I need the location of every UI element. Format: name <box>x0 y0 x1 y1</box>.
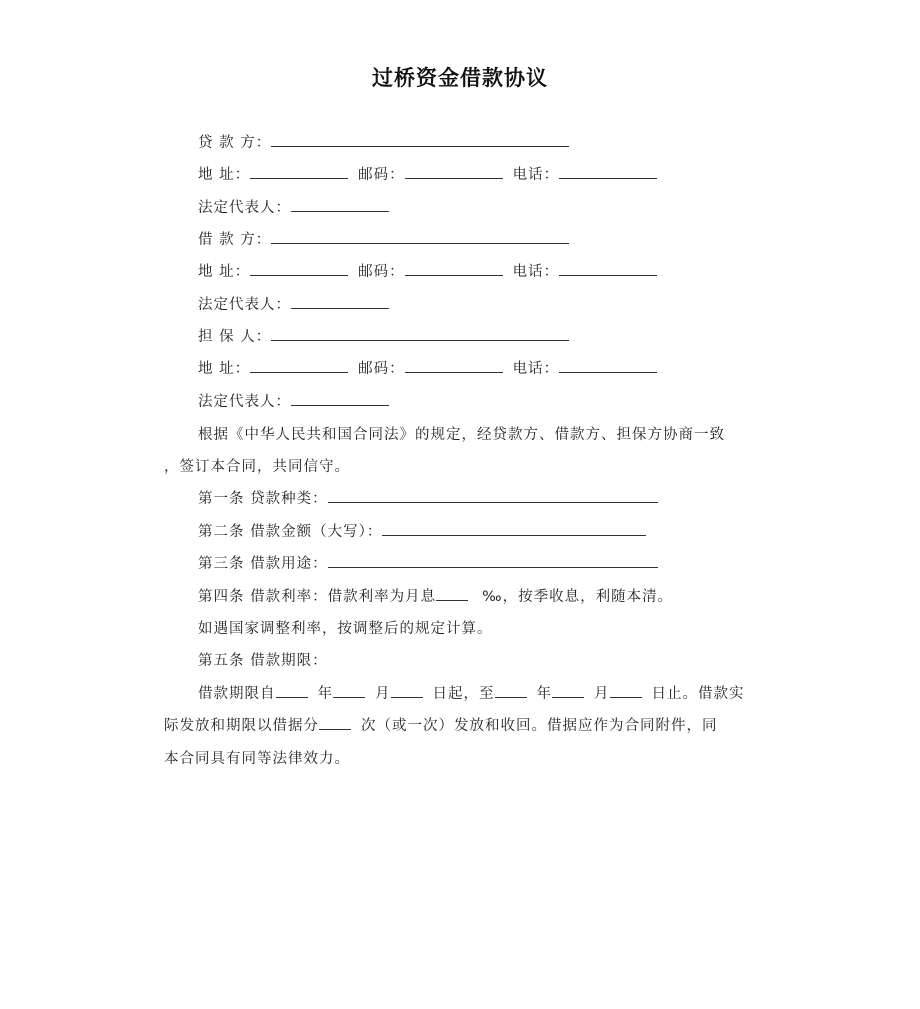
guarantor-legal-rep-line <box>198 391 389 413</box>
guarantor-address-label: 地 址： <box>198 361 251 377</box>
preamble-line-2: ，签订本合同，共同信守。 <box>164 459 350 475</box>
guarantor-postcode-blank <box>405 358 503 373</box>
borrower-legal-rep-label: 法定代表人： <box>198 297 291 313</box>
term-line-1 <box>198 683 745 705</box>
term-start-label: 借款期限自 <box>198 686 276 702</box>
lender-blank <box>271 132 569 147</box>
lender-legal-rep-label: 法定代表人： <box>198 200 291 216</box>
article-4-note: 如遇国家调整利率，按调整后的规定计算。 <box>198 621 493 637</box>
article-1-blank <box>328 488 658 503</box>
article-2 <box>198 521 646 543</box>
guarantor-address-line <box>198 358 657 380</box>
borrower-blank <box>271 229 569 244</box>
lender-legal-rep-line <box>198 197 389 219</box>
guarantor-address-blank <box>250 358 348 373</box>
end-day-label: 日止。借款实 <box>651 686 745 702</box>
installment-count-blank <box>319 715 351 730</box>
start-month-label: 月 <box>375 686 391 702</box>
guarantor-legal-rep-label: 法定代表人： <box>198 394 291 410</box>
borrower-label: 借 款 方： <box>198 232 272 248</box>
lender-address-label: 地 址： <box>198 167 251 183</box>
borrower-postcode-blank <box>405 261 503 276</box>
lender-phone-blank <box>559 164 657 179</box>
article-1 <box>198 488 658 510</box>
interest-rate-blank <box>436 586 468 601</box>
guarantor-blank <box>271 326 569 341</box>
guarantor-phone-label: 电话： <box>512 361 560 377</box>
lender-legal-rep-blank <box>291 197 389 212</box>
start-month-blank <box>333 683 365 698</box>
lender-address-blank <box>250 164 348 179</box>
article-3 <box>198 553 658 575</box>
article-4-post: ‰，按季收息，利随本清。 <box>482 589 674 605</box>
borrower-address-blank <box>250 261 348 276</box>
term-line-3: 本合同具有同等法律效力。 <box>164 751 350 767</box>
borrower-legal-rep-blank <box>291 294 389 309</box>
end-month-blank <box>552 683 584 698</box>
guarantor-line <box>198 326 569 348</box>
article-3-label: 第三条 借款用途： <box>198 556 328 572</box>
lender-postcode-label: 邮码： <box>358 167 405 183</box>
start-year-label: 年 <box>317 686 333 702</box>
borrower-address-line <box>198 261 657 283</box>
end-year-label: 年 <box>536 686 552 702</box>
end-day-blank <box>610 683 642 698</box>
article-5: 第五条 借款期限： <box>198 653 328 669</box>
article-4 <box>198 586 673 608</box>
page-title: 过桥资金借款协议 <box>372 66 548 90</box>
article-2-label: 第二条 借款金额（大写）： <box>198 524 383 540</box>
borrower-phone-label: 电话： <box>512 264 560 280</box>
article-4-pre: 第四条 借款利率：借款利率为月息 <box>198 589 437 605</box>
end-year-blank <box>495 683 527 698</box>
guarantor-phone-blank <box>559 358 657 373</box>
start-day-blank <box>391 683 423 698</box>
term-line-2-post: 次（或一次）发放和收回。借据应作为合同附件，同 <box>361 718 718 734</box>
borrower-address-label: 地 址： <box>198 264 251 280</box>
article-2-blank <box>382 521 646 536</box>
start-year-blank <box>276 683 308 698</box>
borrower-phone-blank <box>559 261 657 276</box>
lender-postcode-blank <box>405 164 503 179</box>
start-day-label: 日起，至 <box>432 686 495 702</box>
lender-line <box>198 132 569 154</box>
borrower-legal-rep-line <box>198 294 389 316</box>
article-3-blank <box>328 553 658 568</box>
guarantor-label: 担 保 人： <box>198 329 272 345</box>
guarantor-postcode-label: 邮码： <box>358 361 405 377</box>
lender-address-line <box>198 164 657 186</box>
guarantor-legal-rep-blank <box>291 391 389 406</box>
term-line-2-pre: 际发放和期限以借据分 <box>164 718 319 734</box>
borrower-line <box>198 229 569 251</box>
lender-phone-label: 电话： <box>512 167 560 183</box>
end-month-label: 月 <box>594 686 610 702</box>
article-1-label: 第一条 贷款种类： <box>198 491 328 507</box>
lender-label: 贷 款 方： <box>198 135 272 151</box>
preamble-line-1: 根据《中华人民共和国合同法》的规定，经贷款方、借款方、担保方协商一致 <box>198 427 725 443</box>
term-line-2 <box>164 715 764 737</box>
borrower-postcode-label: 邮码： <box>358 264 405 280</box>
